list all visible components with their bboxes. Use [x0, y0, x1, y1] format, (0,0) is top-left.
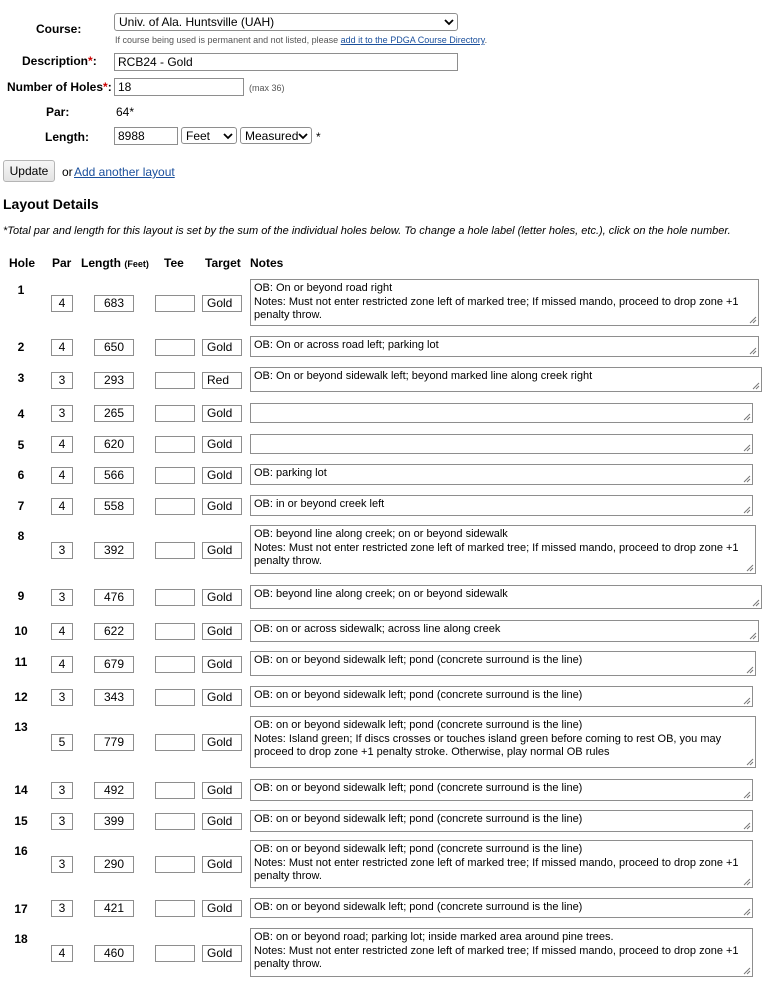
- notes-text: OB: On or beyond sidewalk left; beyond marked line along creek right: [254, 370, 593, 382]
- tee-input[interactable]: [155, 945, 195, 962]
- notes-textarea[interactable]: [250, 525, 756, 574]
- tee-input[interactable]: [155, 467, 195, 484]
- length-input[interactable]: 476: [94, 589, 134, 606]
- notes-text: OB: on or beyond sidewalk left; pond (concrete surround is the line): [254, 813, 583, 825]
- col-length-unit: (Feet): [124, 259, 149, 269]
- notes-text: OB: beyond line along creek; on or beyond sidewalk: [254, 588, 508, 600]
- notes-textarea[interactable]: [250, 898, 753, 918]
- hole-number-link[interactable]: 18: [14, 932, 28, 946]
- col-length-label: Length: [81, 256, 121, 270]
- hole-number-link[interactable]: 17: [14, 902, 28, 916]
- holes-max-hint: (max 36): [249, 83, 285, 93]
- notes-textarea[interactable]: [250, 367, 762, 392]
- par-input[interactable]: 4: [51, 295, 73, 312]
- tee-input[interactable]: [155, 436, 195, 453]
- length-input[interactable]: 460: [94, 945, 134, 962]
- holes-label-row: [7, 80, 112, 94]
- notes-textarea[interactable]: [250, 620, 759, 642]
- resize-grip-icon[interactable]: [746, 564, 754, 572]
- length-method-select[interactable]: [240, 127, 312, 144]
- par-input[interactable]: 3: [51, 405, 73, 422]
- target-input[interactable]: Gold: [202, 813, 242, 830]
- notes-text: OB: parking lot: [254, 467, 327, 479]
- tee-input[interactable]: [155, 372, 195, 389]
- resize-grip-icon[interactable]: [743, 878, 751, 886]
- length-input[interactable]: 779: [94, 734, 134, 751]
- notes-textarea[interactable]: [250, 495, 753, 516]
- par-input[interactable]: 5: [51, 734, 73, 751]
- add-layout-link[interactable]: Add another layout: [74, 165, 175, 179]
- tee-input[interactable]: [155, 689, 195, 706]
- course-select-value: Univ. of Ala. Huntsville (UAH): [119, 15, 275, 29]
- length-input[interactable]: 492: [94, 782, 134, 799]
- description-label-row: [22, 54, 97, 68]
- notes-textarea[interactable]: [250, 403, 753, 423]
- course-label: Course:: [36, 22, 82, 36]
- par-input[interactable]: 3: [51, 856, 73, 873]
- target-input[interactable]: Gold: [202, 589, 242, 606]
- tee-input[interactable]: [155, 623, 195, 640]
- notes-textarea[interactable]: [250, 585, 762, 609]
- par-input[interactable]: 3: [51, 689, 73, 706]
- hole-number-link[interactable]: 3: [17, 371, 25, 385]
- col-hole: Hole: [9, 256, 36, 270]
- course-hint-period: .: [484, 35, 488, 45]
- length-input[interactable]: 293: [94, 372, 134, 389]
- notes-textarea[interactable]: [250, 434, 753, 454]
- tee-input[interactable]: [155, 542, 195, 559]
- holes-label: Number of Holes: [7, 80, 104, 94]
- notes-text: OB: On or beyond road right Notes: Must not enter restricted zone left of marked tree; If missed mando, proceed to drop zone +1 penalty throw.: [254, 282, 739, 321]
- holes-input[interactable]: 18: [114, 78, 244, 96]
- target-input[interactable]: Gold: [202, 900, 242, 917]
- resize-grip-icon[interactable]: [746, 666, 754, 674]
- target-input[interactable]: Gold: [202, 339, 242, 356]
- par-input[interactable]: 4: [51, 656, 73, 673]
- length-asterisk: *: [316, 130, 321, 144]
- hole-number-link[interactable]: 2: [17, 340, 25, 354]
- length-input[interactable]: 343: [94, 689, 134, 706]
- resize-grip-icon[interactable]: [743, 444, 751, 452]
- hole-number-link[interactable]: 4: [17, 407, 25, 421]
- resize-grip-icon[interactable]: [743, 967, 751, 975]
- target-input[interactable]: Gold: [202, 782, 242, 799]
- target-input[interactable]: Gold: [202, 856, 242, 873]
- hole-number-link[interactable]: 14: [14, 783, 28, 797]
- hole-number-link[interactable]: 12: [14, 690, 28, 704]
- target-input[interactable]: Gold: [202, 656, 242, 673]
- notes-text: OB: on or beyond sidewalk left; pond (concrete surround is the line) Notes: Island green; If discs crosses or touches island green before coming to rest OB, you may proceed to drop zone +1 penalty stroke. Otherwise, play normal OB rules: [254, 719, 722, 758]
- length-input[interactable]: 622: [94, 623, 134, 640]
- target-input[interactable]: Gold: [202, 436, 242, 453]
- required-asterisk: *: [88, 54, 93, 68]
- resize-grip-icon[interactable]: [749, 347, 757, 355]
- notes-text: OB: beyond line along creek; on or beyond sidewalk Notes: Must not enter restricted zone left of marked tree; If missed mando, proceed to drop zone +1 penalty throw.: [254, 528, 739, 567]
- chevron-down-icon: [444, 18, 454, 26]
- par-input[interactable]: 4: [51, 339, 73, 356]
- notes-text: OB: On or across road left; parking lot: [254, 339, 439, 351]
- update-button[interactable]: Update: [3, 160, 55, 182]
- notes-text: OB: on or beyond sidewalk left; pond (concrete surround is the line): [254, 782, 583, 794]
- length-input[interactable]: 392: [94, 542, 134, 559]
- tee-input[interactable]: [155, 295, 195, 312]
- length-input[interactable]: 650: [94, 339, 134, 356]
- resize-grip-icon[interactable]: [752, 599, 760, 607]
- notes-textarea[interactable]: [250, 279, 759, 326]
- required-asterisk: *: [103, 80, 108, 94]
- chevron-down-icon: [298, 132, 308, 140]
- notes-textarea[interactable]: [250, 810, 753, 832]
- tee-input[interactable]: [155, 498, 195, 515]
- par-input[interactable]: 4: [51, 436, 73, 453]
- resize-grip-icon[interactable]: [743, 506, 751, 514]
- notes-textarea[interactable]: [250, 651, 756, 676]
- target-input[interactable]: Gold: [202, 734, 242, 751]
- length-unit-value: Feet: [186, 129, 211, 143]
- notes-text: OB: on or beyond sidewalk left; pond (concrete surround is the line): [254, 901, 583, 913]
- layout-total-note: *Total par and length for this layout is set by the sum of the individual holes below. To change a hole label (letter holes, etc.), click on the hole number.: [3, 225, 731, 237]
- hole-number-link[interactable]: 9: [17, 589, 25, 603]
- hole-number-link[interactable]: 7: [17, 499, 25, 513]
- par-input[interactable]: 4: [51, 945, 73, 962]
- hole-number-link[interactable]: 15: [14, 814, 28, 828]
- par-input[interactable]: 3: [51, 813, 73, 830]
- hole-number-link[interactable]: 5: [17, 438, 25, 452]
- length-method-value: Measured: [245, 129, 299, 143]
- course-select[interactable]: [114, 13, 458, 31]
- target-input[interactable]: Gold: [202, 467, 242, 484]
- resize-grip-icon[interactable]: [743, 791, 751, 799]
- par-input[interactable]: 4: [51, 498, 73, 515]
- length-label: Length:: [45, 130, 89, 144]
- par-input[interactable]: 4: [51, 467, 73, 484]
- col-par: Par: [52, 256, 72, 270]
- notes-text: OB: on or beyond road; parking lot; inside marked area around pine trees. Notes: Must not enter restricted zone left of marked tree; If missed mando, proceed to drop zone +1 penalty throw.: [254, 931, 739, 970]
- resize-grip-icon[interactable]: [746, 758, 754, 766]
- tee-input[interactable]: [155, 813, 195, 830]
- notes-text: OB: on or beyond sidewalk left; pond (concrete surround is the line): [254, 689, 583, 701]
- layout-details-heading: Layout Details: [3, 196, 99, 212]
- tee-input[interactable]: [155, 405, 195, 422]
- target-input[interactable]: Gold: [202, 689, 242, 706]
- resize-grip-icon[interactable]: [752, 382, 760, 390]
- target-input[interactable]: Gold: [202, 295, 242, 312]
- notes-textarea[interactable]: [250, 840, 753, 888]
- target-input[interactable]: Gold: [202, 542, 242, 559]
- description-colon: :: [92, 54, 97, 68]
- col-length: [81, 256, 149, 270]
- notes-textarea[interactable]: [250, 716, 756, 768]
- hole-number-link[interactable]: 6: [17, 468, 25, 482]
- resize-grip-icon[interactable]: [743, 413, 751, 421]
- hole-number-link[interactable]: 8: [17, 529, 25, 543]
- par-input[interactable]: 3: [51, 372, 73, 389]
- tee-input[interactable]: [155, 900, 195, 917]
- description-input[interactable]: RCB24 - Gold: [114, 53, 458, 71]
- par-input[interactable]: 4: [51, 623, 73, 640]
- par-input[interactable]: 3: [51, 589, 73, 606]
- chevron-down-icon: [223, 132, 233, 140]
- notes-textarea[interactable]: [250, 336, 759, 357]
- tee-input[interactable]: [155, 782, 195, 799]
- length-input[interactable]: 558: [94, 498, 134, 515]
- length-input[interactable]: 566: [94, 467, 134, 484]
- hole-number-link[interactable]: 16: [14, 844, 28, 858]
- target-input[interactable]: Gold: [202, 945, 242, 962]
- length-input[interactable]: 290: [94, 856, 134, 873]
- tee-input[interactable]: [155, 339, 195, 356]
- add-course-directory-link[interactable]: add it to the PDGA Course Directory: [340, 35, 485, 45]
- resize-grip-icon[interactable]: [743, 475, 751, 483]
- target-input[interactable]: Red: [202, 372, 242, 389]
- course-hint: [115, 35, 487, 45]
- tee-input[interactable]: [155, 856, 195, 873]
- tee-input[interactable]: [155, 734, 195, 751]
- length-input[interactable]: 8988: [114, 127, 178, 145]
- target-input[interactable]: Gold: [202, 623, 242, 640]
- par-value: 64*: [116, 105, 135, 119]
- hole-number-link[interactable]: 1: [17, 283, 25, 297]
- col-tee: Tee: [164, 256, 184, 270]
- resize-grip-icon[interactable]: [743, 908, 751, 916]
- hole-number-link[interactable]: 10: [14, 624, 28, 638]
- length-input[interactable]: 683: [94, 295, 134, 312]
- length-input[interactable]: 620: [94, 436, 134, 453]
- notes-text: OB: on or beyond sidewalk left; pond (concrete surround is the line) Notes: Must not enter restricted zone left of marked tree; If missed mando, proceed to drop zone +1 penalty throw.: [254, 843, 739, 882]
- tee-input[interactable]: [155, 656, 195, 673]
- par-label: Par:: [46, 105, 70, 119]
- course-hint-text: If course being used is permanent and not listed, please: [115, 35, 341, 45]
- length-input[interactable]: 399: [94, 813, 134, 830]
- hole-number-link[interactable]: 13: [14, 720, 28, 734]
- notes-textarea[interactable]: [250, 686, 753, 707]
- col-notes: Notes: [250, 256, 284, 270]
- resize-grip-icon[interactable]: [749, 632, 757, 640]
- col-target: Target: [205, 256, 241, 270]
- target-input[interactable]: Gold: [202, 405, 242, 422]
- length-input[interactable]: 421: [94, 900, 134, 917]
- notes-textarea[interactable]: [250, 464, 753, 485]
- length-input[interactable]: 265: [94, 405, 134, 422]
- notes-text: OB: on or beyond sidewalk left; pond (concrete surround is the line): [254, 654, 583, 666]
- par-input[interactable]: 3: [51, 782, 73, 799]
- resize-grip-icon[interactable]: [749, 316, 757, 324]
- notes-text: OB: on or across sidewalk; across line along creek: [254, 623, 501, 635]
- length-input[interactable]: 679: [94, 656, 134, 673]
- tee-input[interactable]: [155, 589, 195, 606]
- resize-grip-icon[interactable]: [743, 822, 751, 830]
- par-input[interactable]: 3: [51, 542, 73, 559]
- resize-grip-icon[interactable]: [743, 697, 751, 705]
- notes-textarea[interactable]: [250, 928, 753, 977]
- holes-colon: :: [107, 80, 112, 94]
- length-unit-select[interactable]: [181, 127, 237, 144]
- hole-number-link[interactable]: 11: [14, 655, 28, 669]
- description-label: Description: [22, 54, 89, 68]
- target-input[interactable]: Gold: [202, 498, 242, 515]
- or-text: or: [62, 165, 73, 179]
- notes-text: OB: in or beyond creek left: [254, 498, 385, 510]
- notes-textarea[interactable]: [250, 779, 753, 801]
- par-input[interactable]: 3: [51, 900, 73, 917]
